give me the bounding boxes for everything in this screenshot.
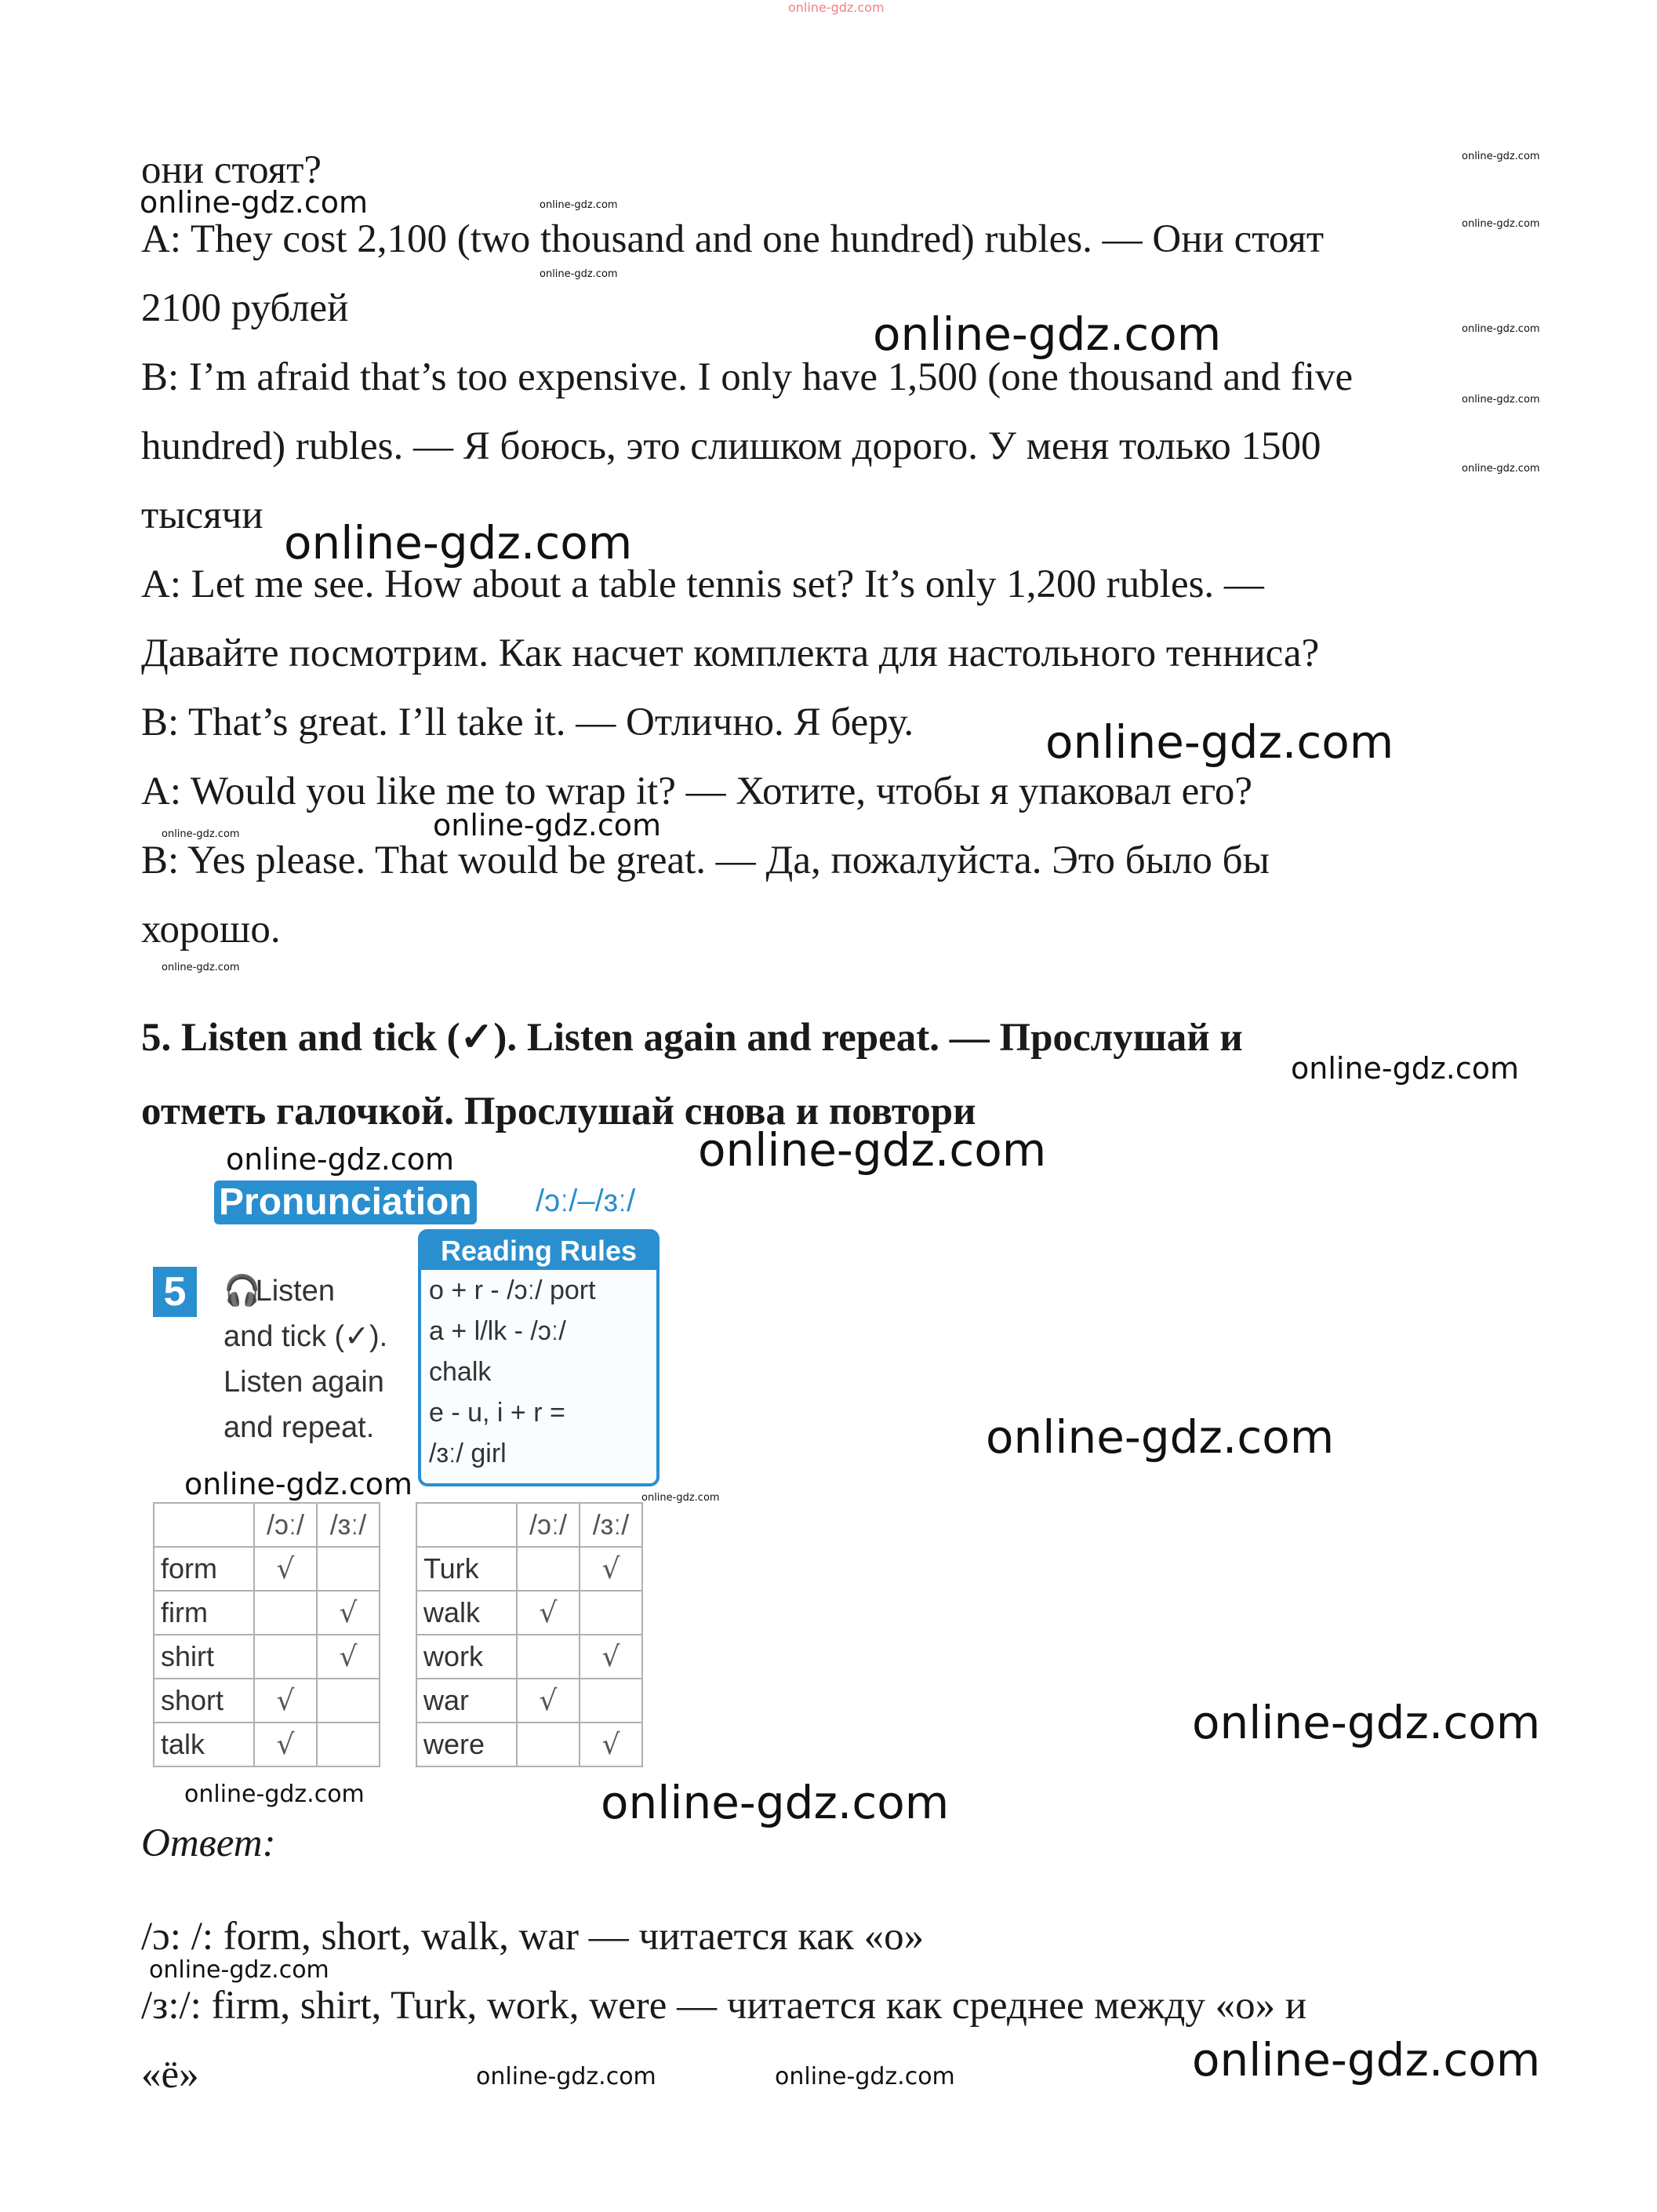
tick-cell: √ [580, 1723, 642, 1766]
watermark: online-gdz.com [284, 516, 633, 569]
dialogue-line-6: тысячи [141, 493, 263, 537]
watermark: online-gdz.com [226, 1142, 455, 1177]
dialogue-line-2: A: They cost 2,100 (two thousand and one hundred) rubles. — Они стоят [141, 217, 1325, 261]
tick-cell: √ [580, 1635, 642, 1679]
tick-cell: √ [254, 1679, 317, 1723]
pronunciation-title: Pronunciation [214, 1181, 477, 1224]
word-cell: short [154, 1679, 254, 1723]
column-header: /ɜː/ [317, 1503, 380, 1547]
rule-line: e - u, i + r = [429, 1398, 565, 1428]
answer-line-1: /ɔ: /: form, short, walk, war — читается как «о» [141, 1915, 925, 1959]
tick-cell: √ [517, 1679, 580, 1723]
tick-cell [317, 1723, 380, 1766]
table-row [416, 1723, 642, 1766]
table-row [154, 1591, 380, 1635]
watermark: online-gdz.com [601, 1776, 950, 1829]
tick-cell: √ [254, 1547, 317, 1591]
watermark: online-gdz.com [873, 307, 1222, 361]
watermark: online-gdz.com [140, 185, 369, 220]
watermark: online-gdz.com [1462, 323, 1540, 335]
rule-line: o + r - /ɔː/ port [429, 1275, 596, 1305]
pronunciation-symbols: /ɔː/–/ɜː/ [536, 1184, 636, 1218]
watermark: online-gdz.com [641, 1492, 720, 1504]
exercise-heading-line-1: 5. Listen and tick (✓). Listen again and repeat. — Прослушай и [141, 1016, 1243, 1060]
watermark: online-gdz.com [1192, 2033, 1541, 2086]
tick-cell [517, 1635, 580, 1679]
right-sound-table [416, 1502, 643, 1767]
tick-cell [317, 1547, 380, 1591]
word-cell: were [416, 1723, 517, 1766]
watermark: online-gdz.com [476, 2063, 656, 2090]
dialogue-line-11: B: Yes please. That would be great. — Да, пожалуйста. Это было бы [141, 839, 1270, 882]
rule-line: /ɜː/ girl [429, 1439, 507, 1468]
rule-line: a + l/lk - /ɔː/ [429, 1316, 566, 1346]
scan-instructions [223, 1268, 387, 1450]
tick-cell [580, 1679, 642, 1723]
table-row [416, 1635, 642, 1679]
table-corner [416, 1503, 517, 1547]
headphones-icon: 🎧 [223, 1275, 261, 1308]
dialogue-line-5: hundred) rubles. — Я боюсь, это слишком дорого. У меня только 1500 [141, 424, 1321, 468]
watermark: online-gdz.com [162, 828, 240, 840]
reading-rules-box [418, 1229, 660, 1486]
watermark: online-gdz.com [184, 1781, 365, 1808]
dialogue-line-7: A: Let me see. How about a table tennis set? It’s only 1,200 rubles. — [141, 562, 1264, 606]
tick-cell [580, 1591, 642, 1635]
dialogue-line-1: они стоят? [141, 148, 322, 192]
word-cell: talk [154, 1723, 254, 1766]
word-cell: Turk [416, 1547, 517, 1591]
watermark: online-gdz.com [1462, 463, 1540, 475]
top-watermark: online-gdz.com [788, 0, 885, 15]
word-cell: walk [416, 1591, 517, 1635]
watermark: online-gdz.com [1462, 218, 1540, 230]
table-corner [154, 1503, 254, 1547]
answer-label: Ответ: [141, 1821, 276, 1865]
word-cell: work [416, 1635, 517, 1679]
table-row [416, 1547, 642, 1591]
tick-cell: √ [580, 1547, 642, 1591]
watermark: online-gdz.com [986, 1410, 1335, 1464]
column-header: /ɔː/ [517, 1503, 580, 1547]
watermark: online-gdz.com [162, 962, 240, 973]
reading-rules-title: Reading Rules [421, 1232, 656, 1270]
watermark: online-gdz.com [184, 1467, 413, 1501]
exercise-heading-line-2: отметь галочкой. Прослушай снова и повтори [141, 1090, 976, 1133]
tick-cell: √ [317, 1591, 380, 1635]
watermark: online-gdz.com [775, 2063, 955, 2090]
column-header: /ɜː/ [580, 1503, 642, 1547]
table-row [416, 1591, 642, 1635]
table-row [154, 1679, 380, 1723]
word-cell: form [154, 1547, 254, 1591]
tick-cell: √ [317, 1635, 380, 1679]
answer-line-2: /з:/: firm, shirt, Turk, work, were — читается как среднее между «о» и [141, 1984, 1307, 2028]
tick-cell [517, 1723, 580, 1766]
watermark: online-gdz.com [433, 808, 662, 842]
word-cell: war [416, 1679, 517, 1723]
tick-cell [254, 1635, 317, 1679]
instruction-line: and tick (✓). [223, 1320, 388, 1353]
instruction-line: Listen again [223, 1366, 384, 1399]
watermark: online-gdz.com [1462, 151, 1540, 162]
rule-line: chalk [429, 1357, 492, 1387]
tick-cell: √ [517, 1591, 580, 1635]
word-cell: firm [154, 1591, 254, 1635]
dialogue-line-4: B: I’m afraid that’s too expensive. I only have 1,500 (one thousand and five [141, 355, 1354, 399]
table-row [154, 1547, 380, 1591]
watermark: online-gdz.com [1291, 1051, 1520, 1086]
watermark: online-gdz.com [698, 1123, 1047, 1177]
answer-line-3: «ё» [141, 2053, 199, 2097]
tick-cell [254, 1591, 317, 1635]
tick-cell [317, 1679, 380, 1723]
table-row [154, 1635, 380, 1679]
watermark: online-gdz.com [149, 1956, 329, 1984]
dialogue-line-9: B: That’s great. I’ll take it. — Отлично. Я беру. [141, 700, 914, 744]
tick-cell [517, 1547, 580, 1591]
exercise-number-badge: 5 [153, 1267, 197, 1317]
column-header: /ɔː/ [254, 1503, 317, 1547]
watermark: online-gdz.com [1192, 1696, 1541, 1749]
tick-cell: √ [254, 1723, 317, 1766]
watermark: online-gdz.com [1462, 394, 1540, 406]
table-row [154, 1723, 380, 1766]
watermark: online-gdz.com [540, 268, 618, 280]
dialogue-line-12: хорошо. [141, 908, 281, 951]
table-row [416, 1679, 642, 1723]
instruction-line: Listen [255, 1275, 335, 1308]
watermark: online-gdz.com [540, 199, 618, 211]
watermark: online-gdz.com [1045, 715, 1394, 769]
word-cell: shirt [154, 1635, 254, 1679]
left-sound-table [153, 1502, 380, 1767]
dialogue-line-3: 2100 рублей [141, 286, 349, 330]
dialogue-line-10: A: Would you like me to wrap it? — Хотите, чтобы я упаковал его? [141, 769, 1253, 813]
dialogue-line-8: Давайте посмотрим. Как насчет комплекта для настольного тенниса? [141, 631, 1320, 675]
instruction-line: and repeat. [223, 1411, 375, 1444]
